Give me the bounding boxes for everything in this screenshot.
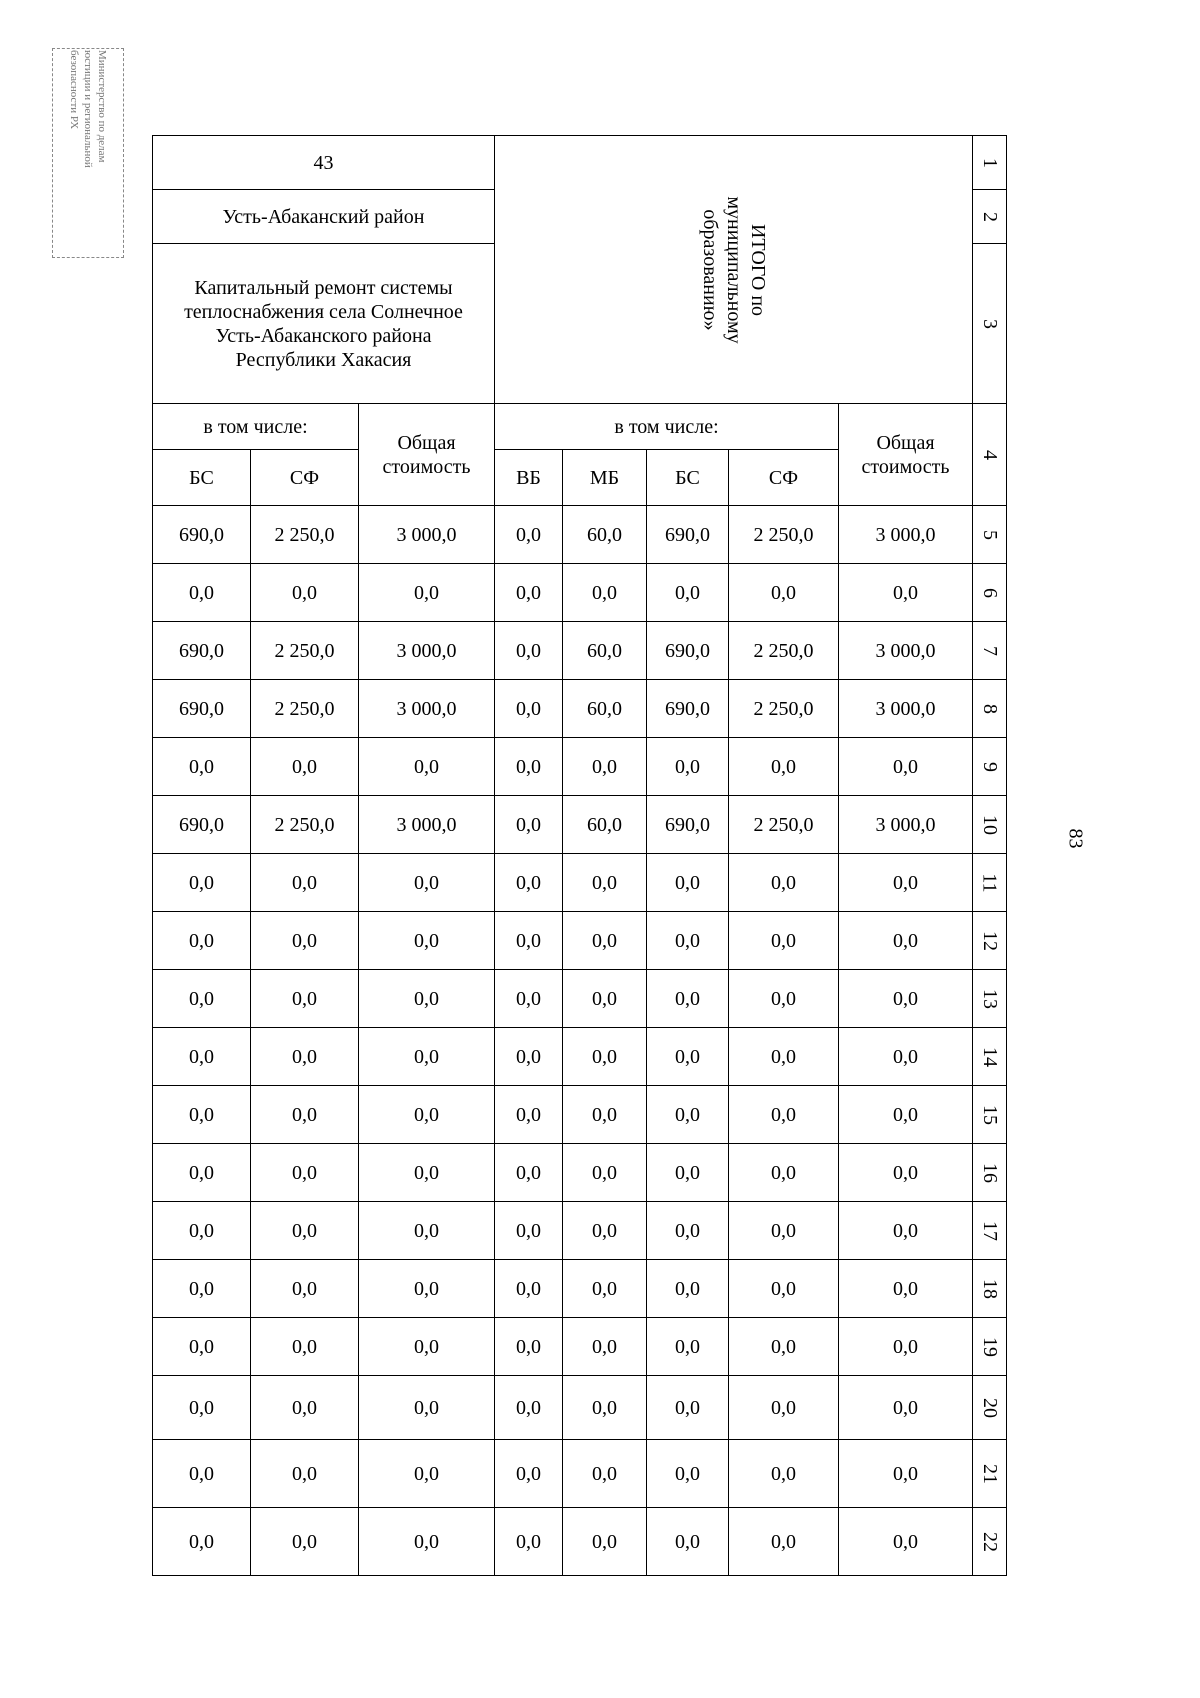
- cell-sf-right: 0,0: [729, 912, 839, 970]
- cell-sf-left: 0,0: [251, 1144, 359, 1202]
- cell-sf-right: 0,0: [729, 1028, 839, 1086]
- municipal-total-label: ИТОГО по муниципальному образованию»: [698, 195, 769, 344]
- cell-mb: 60,0: [563, 796, 647, 854]
- cell-mb: 0,0: [563, 912, 647, 970]
- cell-vb: 0,0: [495, 1086, 563, 1144]
- row-index-cell: 16: [973, 1144, 1007, 1202]
- cell-total-right: 0,0: [839, 1318, 973, 1376]
- cell-mb: 0,0: [563, 1028, 647, 1086]
- row-index-cell: 20: [973, 1376, 1007, 1440]
- cell-mb: 0,0: [563, 1508, 647, 1576]
- cell-total-right: 0,0: [839, 970, 973, 1028]
- table-row: [153, 970, 1007, 1028]
- cell-total-left: 3 000,0: [359, 796, 495, 854]
- cell-total-right: 0,0: [839, 1086, 973, 1144]
- row-index-cell: 15: [973, 1086, 1007, 1144]
- col-header-bs-left: БС: [153, 450, 251, 506]
- table-row: [153, 680, 1007, 738]
- cell-bs-right: 0,0: [647, 1202, 729, 1260]
- col-header-vb: ВБ: [495, 450, 563, 506]
- cell-total-left: 0,0: [359, 1202, 495, 1260]
- row-index-cell: 14: [973, 1028, 1007, 1086]
- cell-bs-left: 0,0: [153, 912, 251, 970]
- cell-total-left: 0,0: [359, 912, 495, 970]
- cell-bs-left: 0,0: [153, 1144, 251, 1202]
- district-name: Усть-Абаканский район: [222, 205, 425, 228]
- row-index-cell: 13: [973, 970, 1007, 1028]
- cell-bs-right: 690,0: [647, 622, 729, 680]
- table-row: [153, 1144, 1007, 1202]
- cell-sf-right: 2 250,0: [729, 680, 839, 738]
- cell-sf-left: 0,0: [251, 564, 359, 622]
- cell-mb: 60,0: [563, 506, 647, 564]
- cell-sf-left: 2 250,0: [251, 506, 359, 564]
- cell-vb: 0,0: [495, 854, 563, 912]
- cell-total-left: 0,0: [359, 854, 495, 912]
- cell-total-left: 0,0: [359, 1440, 495, 1508]
- project-title-cell: [153, 244, 495, 404]
- cell-sf-right: 0,0: [729, 564, 839, 622]
- cell-sf-right: 2 250,0: [729, 796, 839, 854]
- cell-bs-left: 0,0: [153, 738, 251, 796]
- cell-bs-left: 690,0: [153, 796, 251, 854]
- cell-bs-right: 0,0: [647, 1028, 729, 1086]
- cell-vb: 0,0: [495, 796, 563, 854]
- cell-sf-left: 0,0: [251, 1028, 359, 1086]
- cell-total-left: 0,0: [359, 970, 495, 1028]
- row-index-cell: 19: [973, 1318, 1007, 1376]
- cell-vb: 0,0: [495, 1144, 563, 1202]
- row-index-cell: 18: [973, 1260, 1007, 1318]
- cell-mb: 0,0: [563, 1376, 647, 1440]
- municipal-number-cell: [153, 136, 495, 190]
- stamp-line: юстиции и региональной: [82, 50, 94, 168]
- cell-total-left: 3 000,0: [359, 680, 495, 738]
- row-index-cell: 22: [973, 1508, 1007, 1576]
- header-row-number: [153, 136, 1007, 190]
- table-row: [153, 738, 1007, 796]
- cell-total-left: 0,0: [359, 1260, 495, 1318]
- cell-mb: 0,0: [563, 738, 647, 796]
- cell-total-right: 0,0: [839, 564, 973, 622]
- cell-total-left: 0,0: [359, 738, 495, 796]
- cell-mb: 0,0: [563, 970, 647, 1028]
- cell-sf-right: 0,0: [729, 1440, 839, 1508]
- cell-total-right: 3 000,0: [839, 506, 973, 564]
- cell-bs-right: 0,0: [647, 970, 729, 1028]
- project-title: Капитальный ремонт системы теплоснабжения села Солнечное Усть-Абаканского района Республики Хакасия: [184, 276, 463, 371]
- cell-bs-left: 0,0: [153, 970, 251, 1028]
- table-row: [153, 1202, 1007, 1260]
- cell-bs-left: 0,0: [153, 564, 251, 622]
- cell-total-right: 0,0: [839, 1260, 973, 1318]
- row-index-cell: 17: [973, 1202, 1007, 1260]
- cell-sf-right: 0,0: [729, 738, 839, 796]
- cell-bs-right: 0,0: [647, 1086, 729, 1144]
- cell-bs-right: 690,0: [647, 506, 729, 564]
- cell-vb: 0,0: [495, 1508, 563, 1576]
- cell-mb: 0,0: [563, 1202, 647, 1260]
- cell-vb: 0,0: [495, 738, 563, 796]
- cell-vb: 0,0: [495, 1202, 563, 1260]
- cell-total-right: 3 000,0: [839, 796, 973, 854]
- cell-vb: 0,0: [495, 680, 563, 738]
- column-index-cell: 2: [973, 190, 1007, 244]
- cell-total-left: 0,0: [359, 1028, 495, 1086]
- budget-table: [152, 135, 1007, 1576]
- cell-bs-left: 0,0: [153, 1440, 251, 1508]
- cell-vb: 0,0: [495, 1376, 563, 1440]
- stamp-line: Министерство по делам: [96, 50, 108, 163]
- col-header-bs-right: БС: [647, 450, 729, 506]
- cell-mb: 60,0: [563, 680, 647, 738]
- cell-total-right: 0,0: [839, 738, 973, 796]
- cell-vb: 0,0: [495, 564, 563, 622]
- row-index-cell: 9: [973, 738, 1007, 796]
- cell-vb: 0,0: [495, 1440, 563, 1508]
- cell-sf-right: 0,0: [729, 1508, 839, 1576]
- page-number: [1060, 818, 1090, 858]
- cell-total-left: 0,0: [359, 1086, 495, 1144]
- row-index-cell: 11: [973, 854, 1007, 912]
- stamp-text: [67, 50, 109, 256]
- cell-mb: 0,0: [563, 1440, 647, 1508]
- table-row: [153, 564, 1007, 622]
- row-index-cell: 6: [973, 564, 1007, 622]
- row-index-cell: 5: [973, 506, 1007, 564]
- cell-sf-left: 0,0: [251, 1508, 359, 1576]
- cell-sf-left: 2 250,0: [251, 680, 359, 738]
- cell-total-left: 0,0: [359, 1318, 495, 1376]
- cell-bs-left: 0,0: [153, 1260, 251, 1318]
- cell-bs-left: 0,0: [153, 1508, 251, 1576]
- cell-total-right: 3 000,0: [839, 622, 973, 680]
- cell-sf-left: 0,0: [251, 1440, 359, 1508]
- header-row-including: [153, 404, 1007, 450]
- cell-total-right: 0,0: [839, 854, 973, 912]
- cell-mb: 0,0: [563, 1318, 647, 1376]
- cell-vb: 0,0: [495, 506, 563, 564]
- col-header-sf-left: СФ: [251, 450, 359, 506]
- column-index-cell: 1: [973, 136, 1007, 190]
- column-index-cell: 3: [973, 244, 1007, 404]
- row-index-cell: 10: [973, 796, 1007, 854]
- left-including-label: в том числе:: [153, 404, 359, 450]
- cell-mb: 0,0: [563, 854, 647, 912]
- cell-sf-left: 0,0: [251, 738, 359, 796]
- table-row: [153, 1440, 1007, 1508]
- cell-total-left: 3 000,0: [359, 506, 495, 564]
- table-row: [153, 1028, 1007, 1086]
- cell-sf-right: 0,0: [729, 1376, 839, 1440]
- right-total-cost-label: Общая стоимость: [839, 404, 973, 506]
- cell-bs-right: 0,0: [647, 854, 729, 912]
- cell-bs-left: 0,0: [153, 1376, 251, 1440]
- row-index-cell: 12: [973, 912, 1007, 970]
- cell-total-right: 0,0: [839, 1028, 973, 1086]
- cell-bs-right: 0,0: [647, 1376, 729, 1440]
- cell-total-right: 0,0: [839, 1508, 973, 1576]
- cell-sf-left: 0,0: [251, 1318, 359, 1376]
- cell-vb: 0,0: [495, 1318, 563, 1376]
- cell-sf-right: 0,0: [729, 1202, 839, 1260]
- cell-sf-right: 0,0: [729, 1318, 839, 1376]
- right-including-label: в том числе:: [495, 404, 839, 450]
- cell-bs-right: 690,0: [647, 680, 729, 738]
- cell-mb: 0,0: [563, 564, 647, 622]
- cell-sf-right: 0,0: [729, 854, 839, 912]
- row-index-cell: 8: [973, 680, 1007, 738]
- cell-total-right: 0,0: [839, 1376, 973, 1440]
- cell-total-left: 0,0: [359, 564, 495, 622]
- cell-bs-right: 0,0: [647, 1144, 729, 1202]
- stamp-line: безопасности РХ: [68, 50, 80, 130]
- table-row: [153, 1260, 1007, 1318]
- cell-bs-right: 0,0: [647, 1440, 729, 1508]
- cell-sf-left: 0,0: [251, 854, 359, 912]
- cell-bs-left: 0,0: [153, 1086, 251, 1144]
- cell-bs-right: 0,0: [647, 1260, 729, 1318]
- cell-total-left: 0,0: [359, 1144, 495, 1202]
- table-row: [153, 1376, 1007, 1440]
- cell-sf-left: 0,0: [251, 1376, 359, 1440]
- cell-bs-left: 0,0: [153, 854, 251, 912]
- cell-bs-left: 0,0: [153, 1202, 251, 1260]
- cell-sf-left: 0,0: [251, 1260, 359, 1318]
- cell-vb: 0,0: [495, 912, 563, 970]
- cell-sf-left: 0,0: [251, 912, 359, 970]
- cell-total-left: 3 000,0: [359, 622, 495, 680]
- cell-bs-right: 0,0: [647, 912, 729, 970]
- cell-bs-left: 0,0: [153, 1318, 251, 1376]
- column-index-cell: 4: [973, 404, 1007, 506]
- cell-mb: 0,0: [563, 1260, 647, 1318]
- cell-total-left: 0,0: [359, 1376, 495, 1440]
- table-row: [153, 854, 1007, 912]
- cell-sf-right: 0,0: [729, 1260, 839, 1318]
- row-index-cell: 7: [973, 622, 1007, 680]
- table-row: [153, 912, 1007, 970]
- cell-sf-right: 0,0: [729, 1086, 839, 1144]
- cell-total-right: 0,0: [839, 1144, 973, 1202]
- cell-sf-left: 0,0: [251, 1086, 359, 1144]
- cell-bs-right: 0,0: [647, 1508, 729, 1576]
- cell-sf-right: 0,0: [729, 970, 839, 1028]
- cell-sf-left: 0,0: [251, 970, 359, 1028]
- cell-total-left: 0,0: [359, 1508, 495, 1576]
- municipal-total-header: [495, 136, 973, 404]
- cell-total-right: 0,0: [839, 1202, 973, 1260]
- left-total-cost-label: Общая стоимость: [359, 404, 495, 506]
- table-row: [153, 506, 1007, 564]
- table-row: [153, 1508, 1007, 1576]
- table-row: [153, 1086, 1007, 1144]
- cell-bs-right: 0,0: [647, 564, 729, 622]
- cell-sf-left: 0,0: [251, 1202, 359, 1260]
- cell-vb: 0,0: [495, 622, 563, 680]
- page-number-text: 83: [1064, 828, 1087, 848]
- cell-bs-left: 690,0: [153, 622, 251, 680]
- cell-bs-left: 690,0: [153, 680, 251, 738]
- cell-sf-left: 2 250,0: [251, 622, 359, 680]
- cell-sf-left: 2 250,0: [251, 796, 359, 854]
- cell-sf-right: 2 250,0: [729, 506, 839, 564]
- cell-total-right: 0,0: [839, 912, 973, 970]
- cell-mb: 0,0: [563, 1144, 647, 1202]
- col-header-mb: МБ: [563, 450, 647, 506]
- cell-vb: 0,0: [495, 970, 563, 1028]
- cell-bs-right: 0,0: [647, 1318, 729, 1376]
- table-row: [153, 622, 1007, 680]
- cell-sf-right: 0,0: [729, 1144, 839, 1202]
- registration-stamp: [52, 48, 124, 258]
- cell-bs-left: 0,0: [153, 1028, 251, 1086]
- cell-total-right: 3 000,0: [839, 680, 973, 738]
- municipal-number: 43: [313, 151, 334, 174]
- cell-bs-left: 690,0: [153, 506, 251, 564]
- table-row: [153, 796, 1007, 854]
- cell-mb: 60,0: [563, 622, 647, 680]
- table-row: [153, 1318, 1007, 1376]
- district-name-cell: [153, 190, 495, 244]
- row-index-cell: 21: [973, 1440, 1007, 1508]
- cell-sf-right: 2 250,0: [729, 622, 839, 680]
- cell-bs-right: 690,0: [647, 796, 729, 854]
- cell-mb: 0,0: [563, 1086, 647, 1144]
- cell-vb: 0,0: [495, 1028, 563, 1086]
- col-header-sf-right: СФ: [729, 450, 839, 506]
- cell-vb: 0,0: [495, 1260, 563, 1318]
- cell-total-right: 0,0: [839, 1440, 973, 1508]
- cell-bs-right: 0,0: [647, 738, 729, 796]
